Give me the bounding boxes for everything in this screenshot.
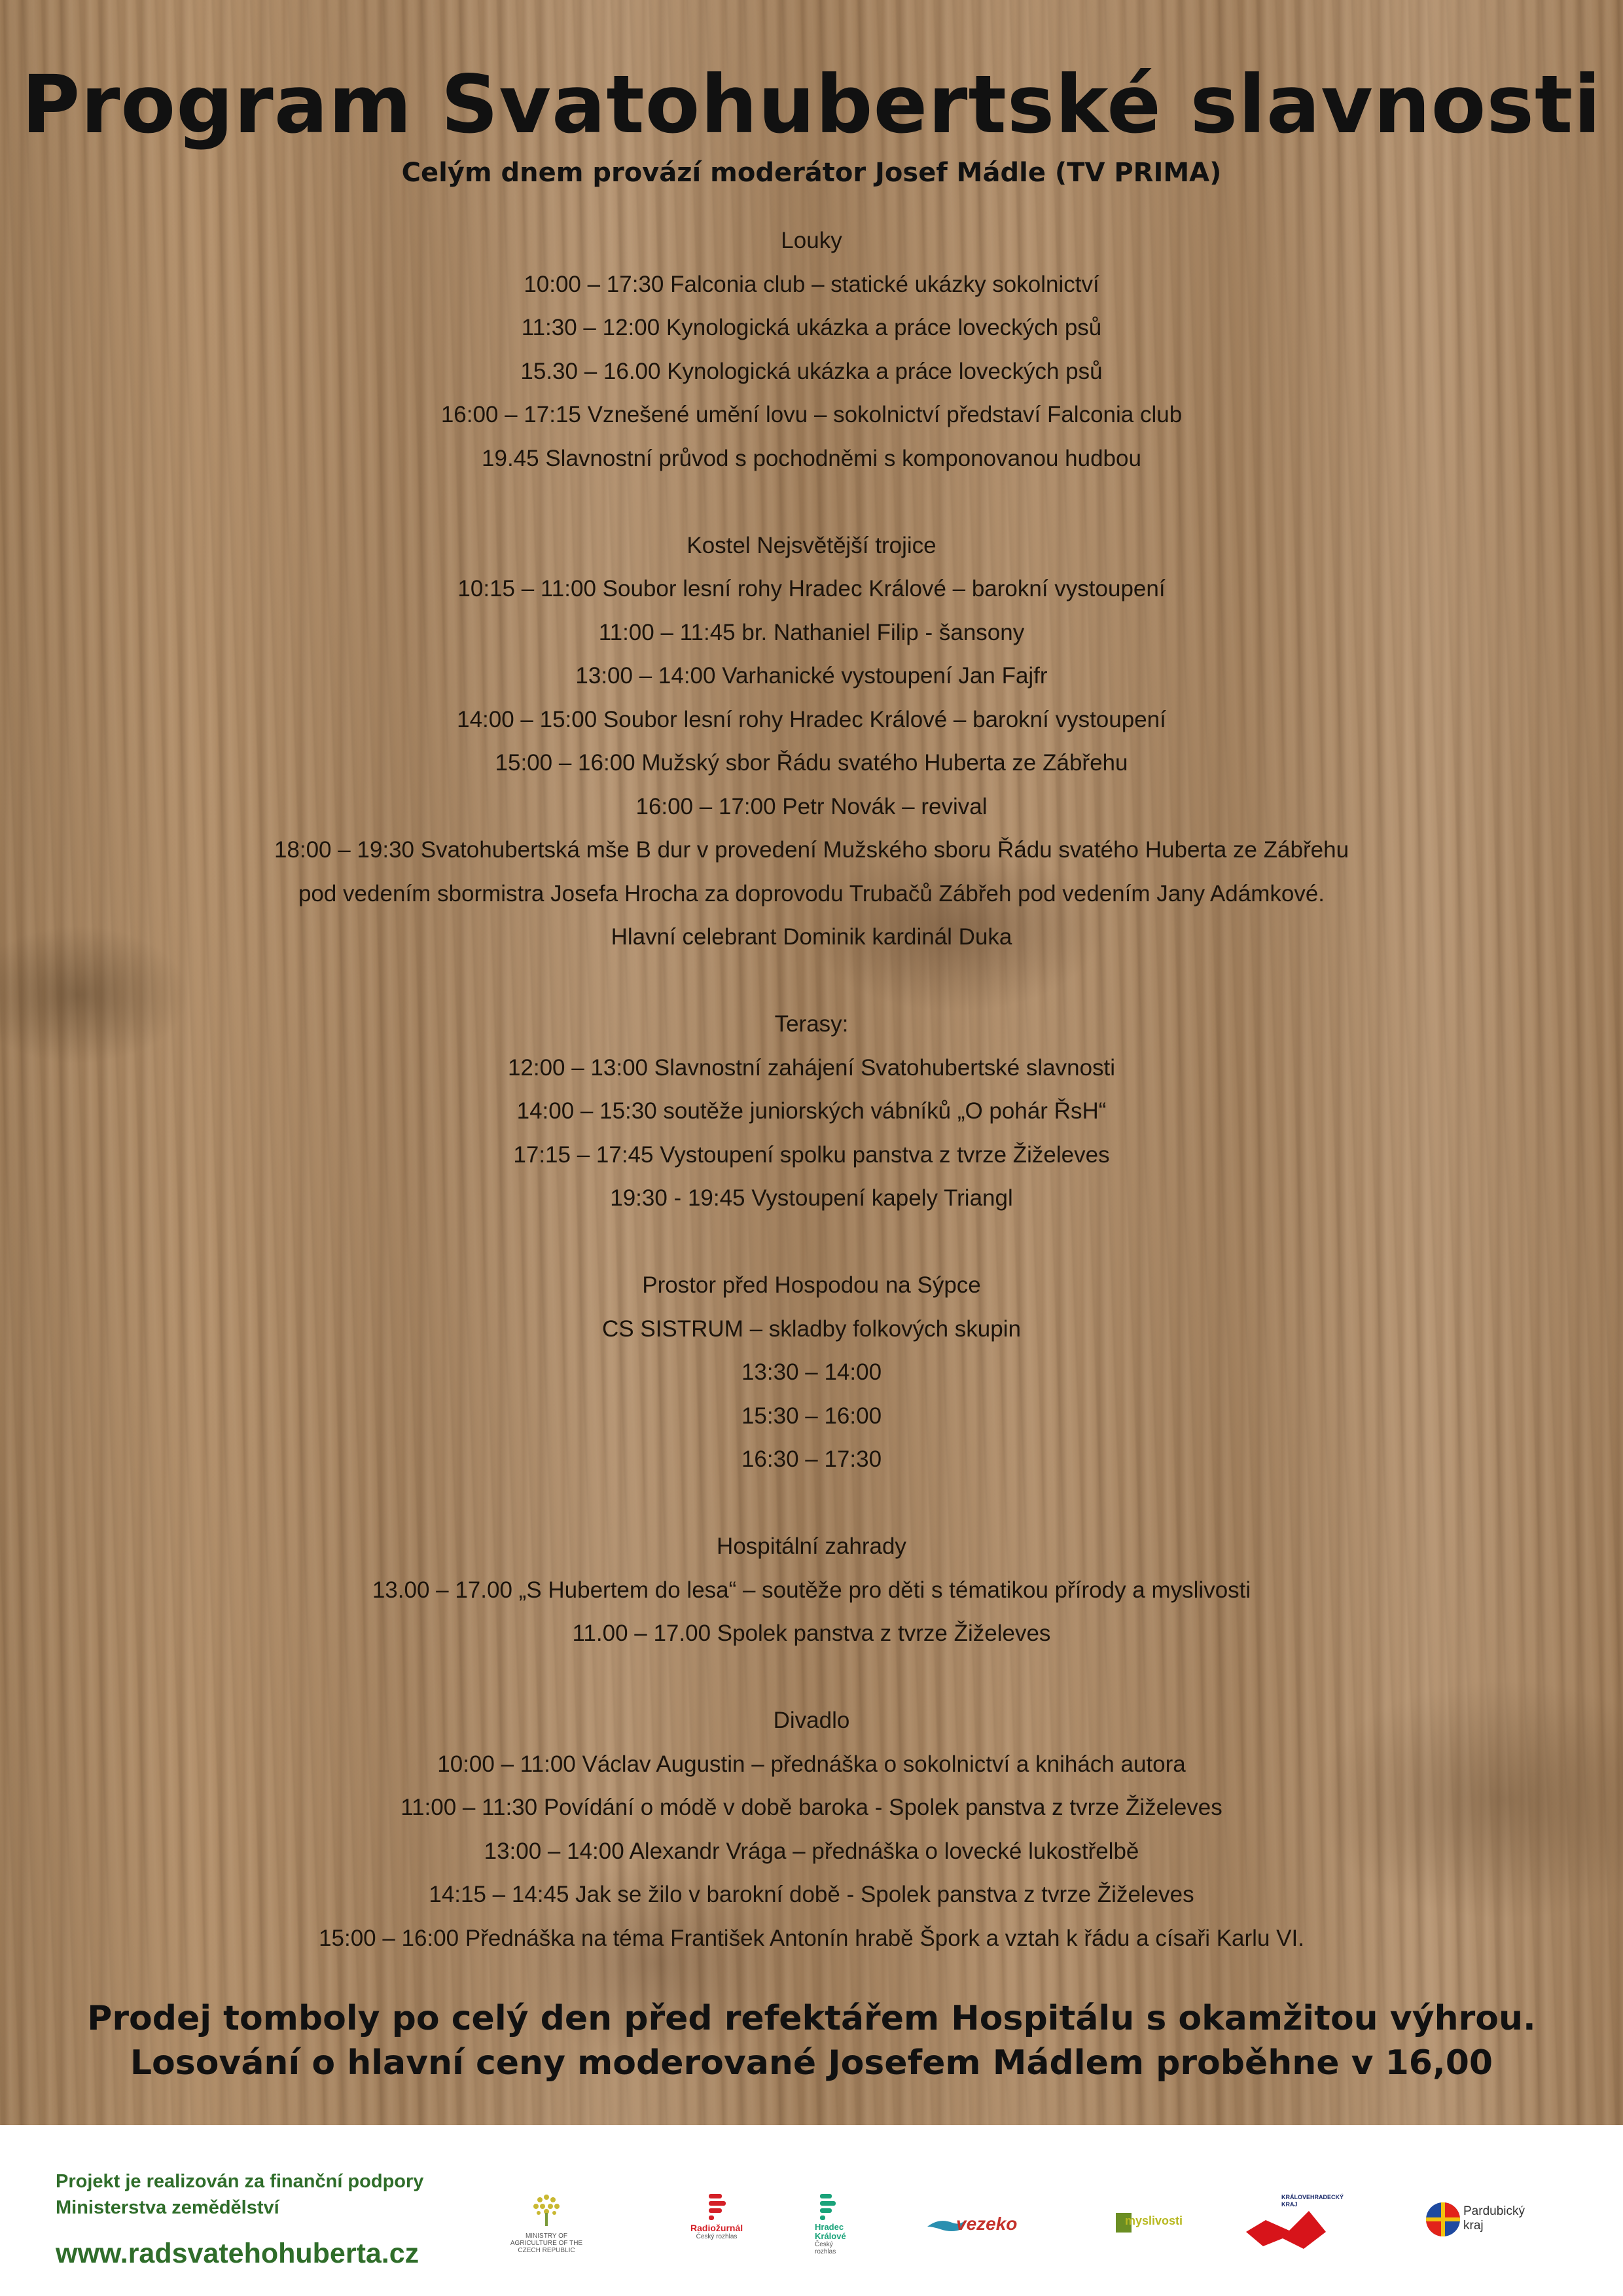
program-item: CS SISTRUM – skladby folkových skupin [602, 1316, 1021, 1342]
program-item: 13.00 – 17.00 „S Hubertem do lesa“ – soutěže pro děti s tématikou přírody a myslivosti [372, 1577, 1251, 1603]
program-item: 15.30 – 16.00 Kynologická ukázka a práce loveckých psů [520, 358, 1103, 384]
section-gap [0, 1482, 1623, 1526]
radio-bars-icon [705, 2194, 728, 2220]
section-heading: Divadlo [773, 1708, 850, 1733]
program-item: 10:00 – 11:00 Václav Augustin – přednáška o sokolnictví a knihách autora [437, 1751, 1186, 1777]
program-item: 14:15 – 14:45 Jak se žilo v barokní době - Spolek panstva z tvrze Žiželeves [429, 1882, 1194, 1907]
program-item: 11:30 – 12:00 Kynologická ukázka a práce loveckých psů [521, 315, 1102, 340]
myslivost-label: myslivosti [1125, 2214, 1183, 2227]
program-item: 10:15 – 11:00 Soubor lesní rohy Hradec Králové – barokní vystoupení [457, 576, 1166, 601]
program-item: 11.00 – 17.00 Spolek panstva z tvrze Žiželeves [572, 1621, 1051, 1646]
funding-note-line-1: Projekt je realizován za finanční podpory [56, 2171, 424, 2192]
section-gap [0, 480, 1623, 524]
page-subtitle: Celým dnem provází moderátor Josef Mádle (TV PRIMA) [401, 158, 1222, 188]
program-item: 16:30 – 17:30 [741, 1446, 882, 1472]
radiozurnal-sub: Český rozhlas [696, 2233, 738, 2240]
program-list [0, 219, 1623, 1960]
hradec-sub: Český rozhlas [815, 2241, 836, 2255]
pardubicky-logo [1425, 2200, 1525, 2240]
program-item: 15:00 – 16:00 Mužský sbor Řádu svatého Huberta ze Zábřehu [495, 750, 1128, 776]
program-item: 19:30 - 19:45 Vystoupení kapely Triangl [610, 1185, 1013, 1211]
funding-note-line-2: Ministerstva zemědělství [56, 2197, 279, 2218]
section-gap [0, 1656, 1623, 1700]
section-heading: Prostor před Hospodou na Sýpce [642, 1272, 981, 1298]
program-item: 10:00 – 17:30 Falconia club – statické ukázky sokolnictví [524, 271, 1099, 297]
program-item: 17:15 – 17:45 Vystoupení spolku panstva z tvrze Žiželeves [513, 1141, 1110, 1168]
hradec-logo [815, 2194, 861, 2255]
program-item: 15:30 – 16:00 [741, 1403, 882, 1429]
program-item: 11:00 – 11:30 Povídání o módě v době baroka - Spolek panstva z tvrze Žiželeves [401, 1795, 1222, 1820]
program-item: 19.45 Slavnostní průvod s pochodněmi s komponovanou hudbou [482, 445, 1141, 471]
section-heading: Hospitální zahrady [717, 1534, 906, 1559]
program-item: 11:00 – 11:45 br. Nathaniel Filip - šansony [598, 619, 1025, 645]
kraj-hk-shape-icon [1243, 2206, 1329, 2251]
radiozurnal-logo [690, 2194, 743, 2246]
pardubicky-emblem-icon [1425, 2202, 1461, 2237]
section-heading: Terasy: [774, 1011, 849, 1037]
program-item: 16:00 – 17:00 Petr Novák – revival [635, 793, 988, 819]
ministry-logo [507, 2191, 586, 2254]
ministry-logo-text: MINISTRY OF AGRICULTURE OF THE CZECH REPUBLIC [510, 2233, 583, 2254]
myslivost-logo [1116, 2209, 1188, 2235]
program-item: 12:00 – 13:00 Slavnostní zahájení Svatohubertské slavnosti [507, 1054, 1116, 1081]
closing-line-2: Losování o hlavní ceny moderované Josefem Mádlem proběhne v 16,00 [130, 2043, 1493, 2083]
tree-icon [527, 2191, 566, 2230]
program-item: 13:00 – 14:00 Alexandr Vrága – přednáška o lovecké lukostřelbě [484, 1838, 1139, 1864]
radio-bars-icon [819, 2194, 842, 2220]
kraj-hk-logo [1243, 2194, 1344, 2253]
pardubicky-label: Pardubický kraj [1463, 2204, 1525, 2233]
hradec-label: Hradec Králové [815, 2222, 846, 2241]
footer [0, 2125, 1623, 2296]
program-item: 15:00 – 16:00 Přednáška na téma František Antonín hrabě Špork a vztah k řádu a císaři Karlu VI. [319, 1925, 1304, 1951]
radiozurnal-label: Radiožurnál [690, 2223, 743, 2233]
vezeko-logo [926, 2214, 1050, 2240]
page-title: Program Svatohubertské slavnosti [21, 58, 1602, 151]
website-link[interactable]: www.radsvatehohuberta.cz [56, 2238, 419, 2269]
program-item: Hlavní celebrant Dominik kardinál Duka [611, 924, 1012, 950]
section-heading: Louky [781, 228, 842, 253]
program-item: 13:30 – 14:00 [741, 1359, 882, 1385]
program-item: 14:00 – 15:00 Soubor lesní rohy Hradec Králové – barokní vystoupení [457, 706, 1166, 732]
kraj-hk-label: KRÁLOVEHRADECKÝ KRAJ [1281, 2194, 1344, 2208]
vezeko-label: vezeko [956, 2214, 1018, 2234]
closing-note [0, 1996, 1623, 2085]
section-gap [0, 1221, 1623, 1265]
program-item: 13:00 – 14:00 Varhanické vystoupení Jan Fajfr [575, 663, 1048, 689]
section-heading: Kostel Nejsvětější trojice [687, 532, 936, 558]
closing-line-1: Prodej tomboly po celý den před refektářem Hospitálu s okamžitou výhrou. [87, 1999, 1536, 2038]
program-item: 16:00 – 17:15 Vznešené umění lovu – sokolnictví představí Falconia club [440, 402, 1183, 427]
program-item: 14:00 – 15:30 soutěže juniorských vábníků „O pohár ŘsH“ [516, 1098, 1107, 1124]
section-gap [0, 960, 1623, 1003]
program-item: pod vedením sbormistra Josefa Hrocha za doprovodu Trubačů Zábřeh pod vedením Jany Adámkové. [298, 880, 1325, 906]
program-item: 18:00 – 19:30 Svatohubertská mše B dur v provedení Mužského sboru Řádu svatého Huberta ze Zábřehu [274, 837, 1349, 863]
